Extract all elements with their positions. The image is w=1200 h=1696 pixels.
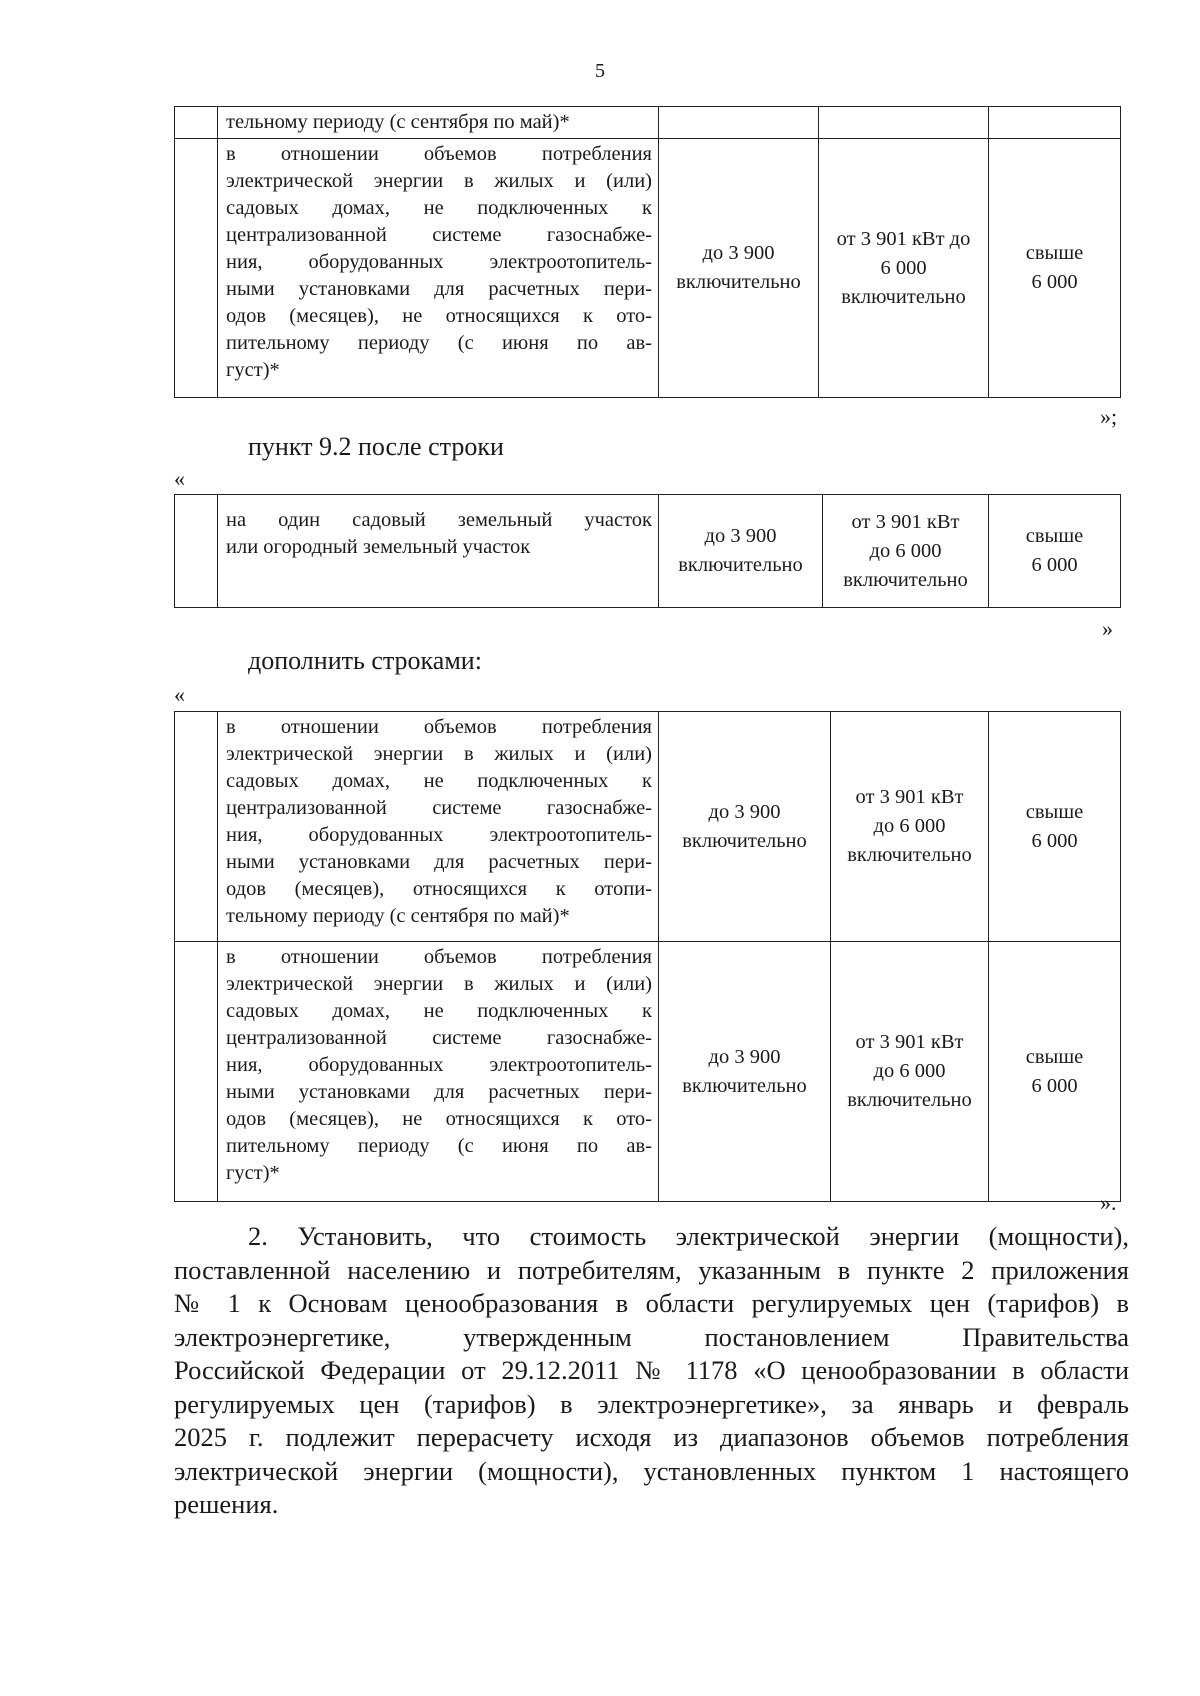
range-high-cell	[989, 107, 1121, 139]
description-cell: в отношении объемов потребления электрической энергии в жилых и (или) садовых домах, не подключенных к централизованной системе газоснабже- ния, оборудованных электроотопитель- ными установками для расчетных пери- одов (месяцев), не относящихся к ото- пительному периоду (с июня по ав- густ)*	[218, 942, 659, 1202]
description-cell: на один садовый земельный участок или огородный земельный участок	[218, 495, 659, 608]
range-low-cell: до 3 900 включительно	[659, 139, 819, 398]
close-quote: »	[1102, 616, 1113, 641]
open-quote: «	[174, 682, 185, 707]
range-low-cell: до 3 900 включительно	[659, 942, 831, 1202]
range-low-cell	[659, 107, 819, 139]
description-cell: в отношении объемов потребления электрической энергии в жилых и (или) садовых домах, не подключенных к централизованной системе газоснабже- ния, оборудованных электроотопитель- ными установками для расчетных пери- одов (месяцев), не относящихся к ото- пительному периоду (с июня по ав- густ)*	[218, 139, 659, 398]
table-row	[175, 139, 1121, 398]
table-row	[175, 107, 1121, 139]
description-cell: в отношении объемов потребления электрической энергии в жилых и (или) садовых домах, не подключенных к централизованной системе газоснабже- ния, оборудованных электроотопитель- ными установками для расчетных пери- одов (месяцев), относящихся к отопи- тельному периоду (с сентября по май)*	[218, 712, 659, 942]
table-row	[175, 942, 1121, 1202]
table-added-rows	[174, 711, 1121, 1202]
description-cell: тельному периоду (с сентября по май)*	[218, 107, 659, 139]
row-number-cell	[175, 107, 218, 139]
table-row	[175, 712, 1121, 942]
row-number-cell	[175, 712, 218, 942]
section-heading: дополнить строками:	[248, 646, 482, 675]
close-quote: ».	[1100, 1190, 1117, 1215]
range-mid-cell: от 3 901 кВт до 6 000 включительно	[831, 942, 989, 1202]
paragraph-2: 2. Установить, что стоимость электрической энергии (мощности), поставленной населению и потребителям, указанным в пункте 2 приложения № 1 к Основам ценообразования в области регулируемых цен (тарифов) в электроэнергетике, утвержденным постановлением Правительства Российской Федерации от 29.12.2011 № 1178 «О ценообразовании в области регулируемых цен (тарифов) в электроэнергетике», за январь и февраль 2025 г. подлежит перерасчету исходя из диапазонов объемов потребления электрической энергии (мощности), установленных пунктом 1 настоящего решения.	[174, 1221, 1129, 1519]
section-heading: пункт 9.2 после строки	[248, 432, 504, 461]
table-row	[175, 495, 1121, 608]
range-mid-cell: от 3 901 кВт до 6 000 включительно	[823, 495, 989, 608]
table-original-row	[174, 494, 1121, 608]
range-high-cell: свыше 6 000	[989, 495, 1121, 608]
range-mid-cell: от 3 901 кВт до 6 000 включительно	[819, 139, 989, 398]
range-low-cell: до 3 900 включительно	[659, 712, 831, 942]
row-number-cell	[175, 495, 218, 608]
open-quote: «	[174, 466, 185, 491]
close-quote: »;	[1100, 404, 1118, 429]
row-number-cell	[175, 942, 218, 1202]
range-mid-cell	[819, 107, 989, 139]
range-low-cell: до 3 900 включительно	[659, 495, 823, 608]
range-mid-cell: от 3 901 кВт до 6 000 включительно	[831, 712, 989, 942]
row-number-cell	[175, 139, 218, 398]
range-high-cell: свыше 6 000	[989, 942, 1121, 1202]
page-number: 5	[595, 60, 605, 82]
range-high-cell: свыше 6 000	[989, 139, 1121, 398]
range-high-cell: свыше 6 000	[989, 712, 1121, 942]
table-continued	[174, 106, 1121, 398]
